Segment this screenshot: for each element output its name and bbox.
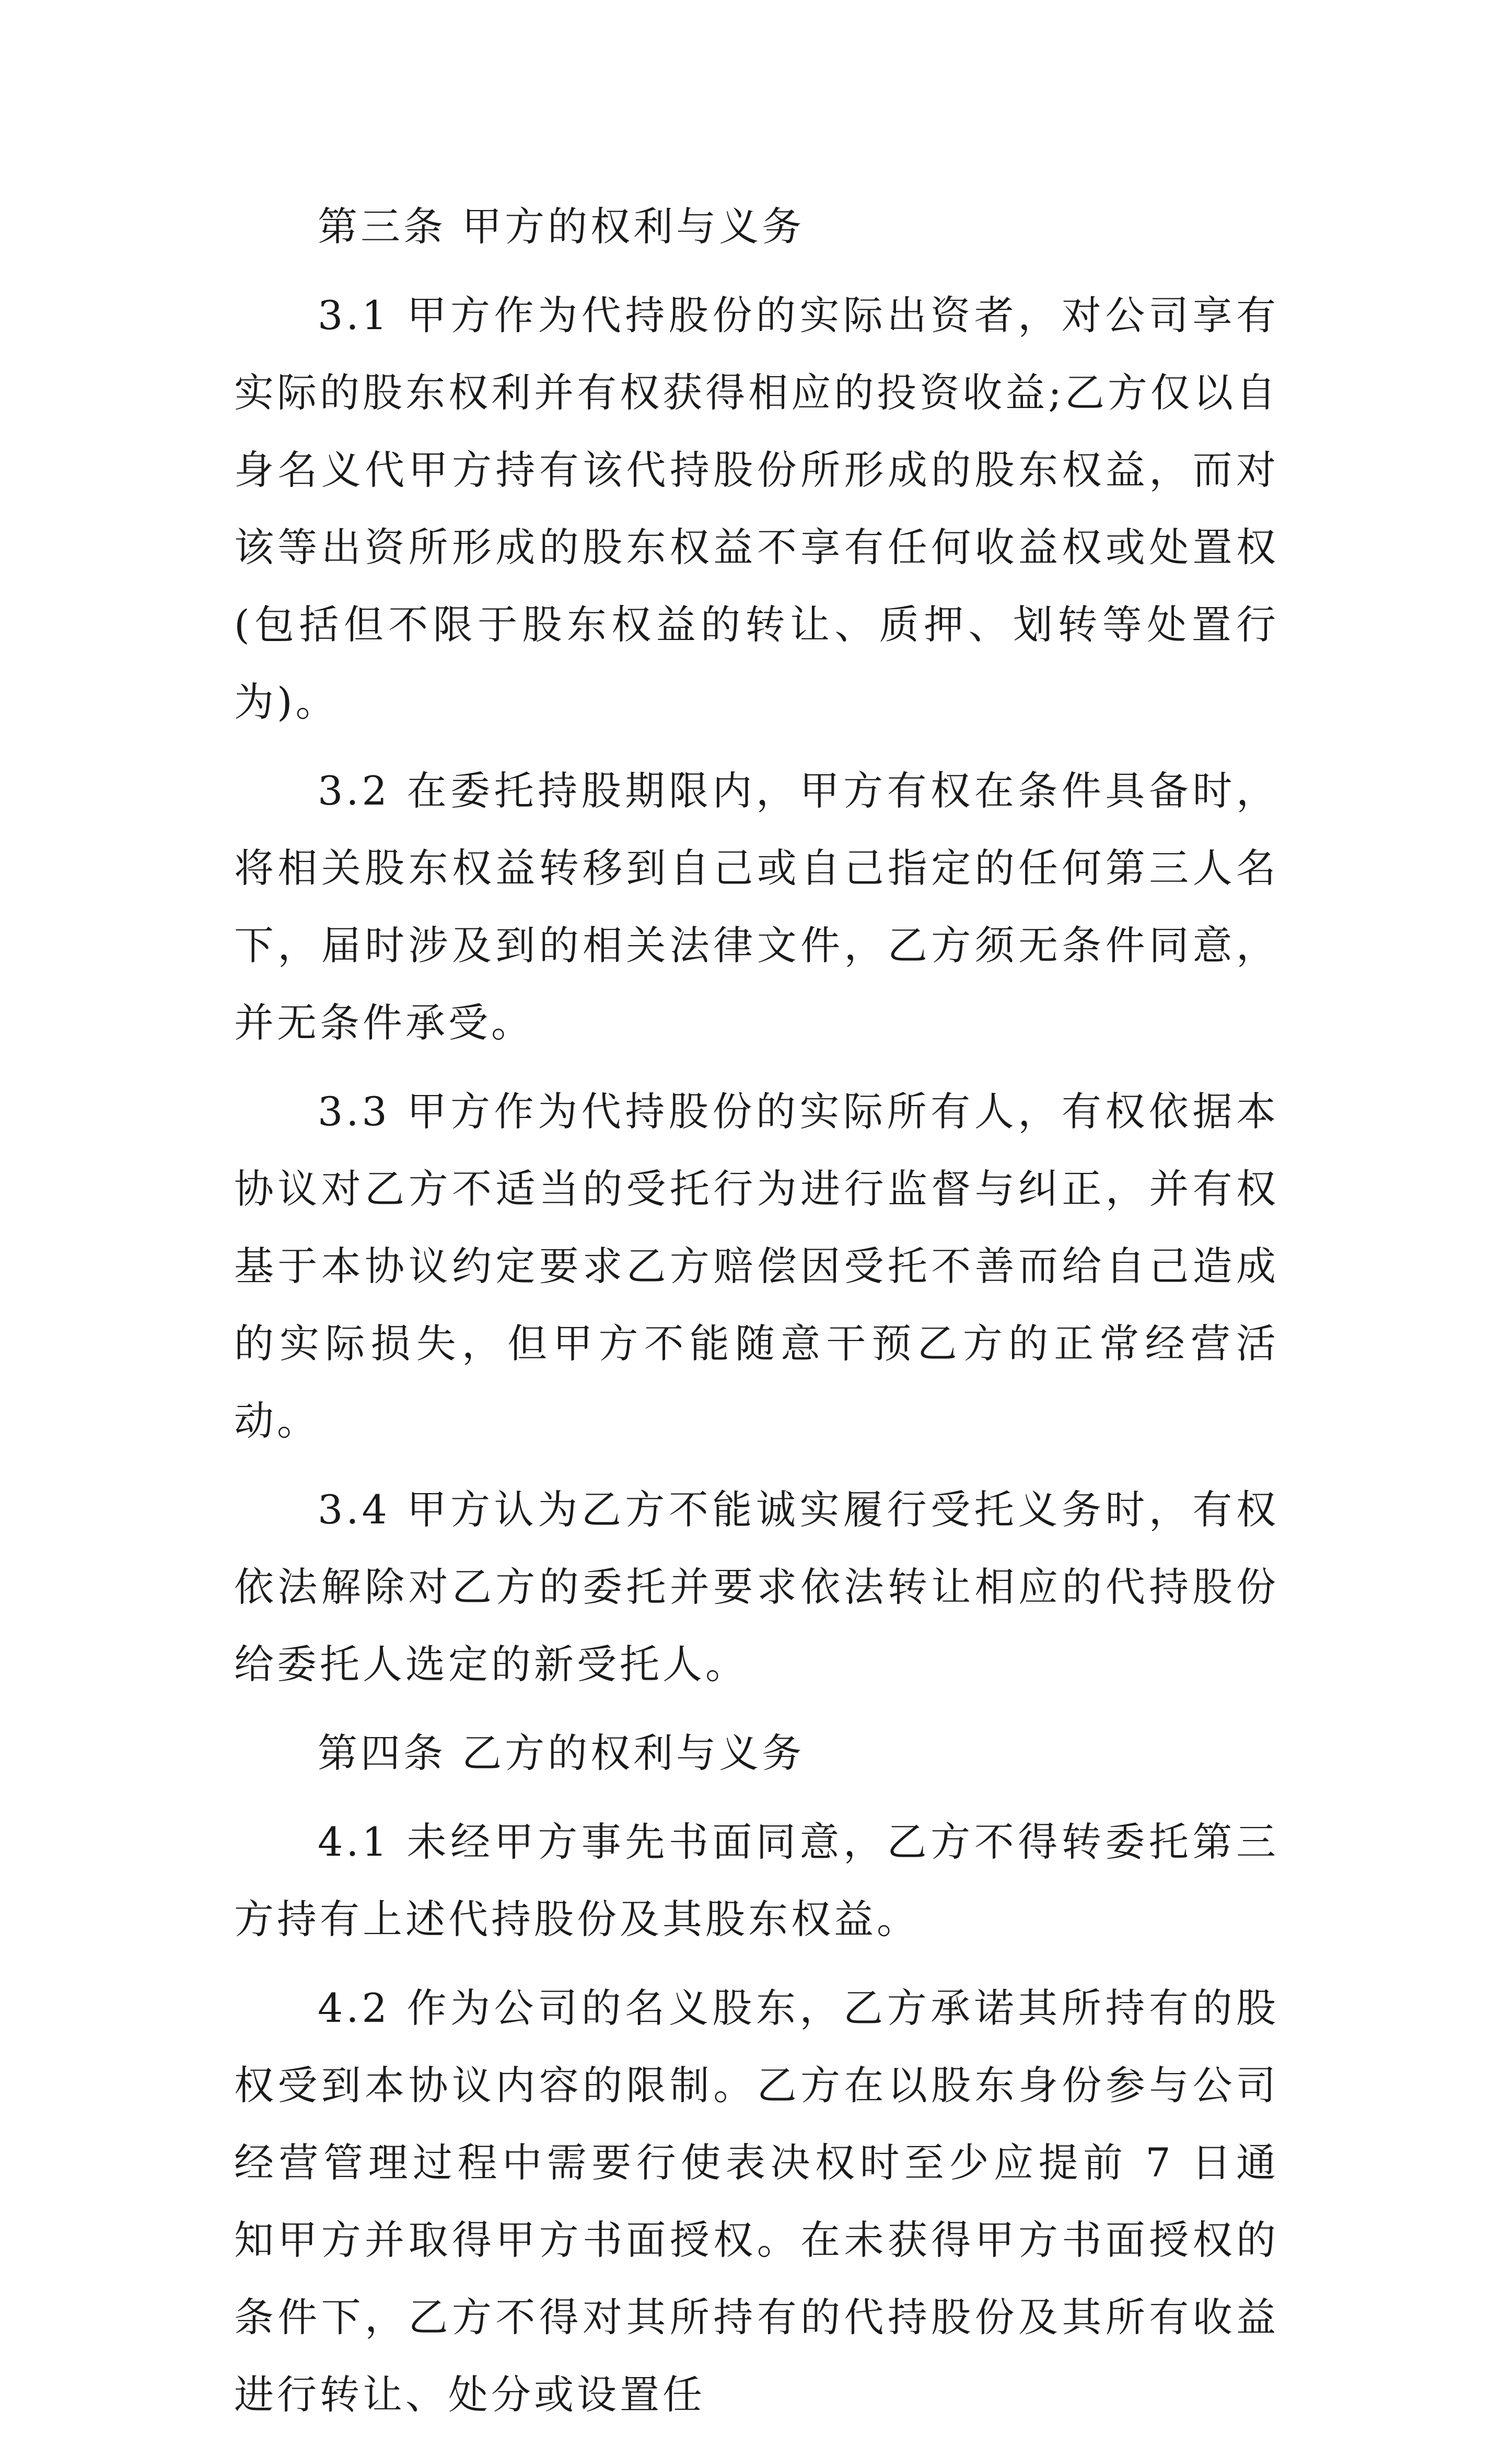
clause-3-1: 3.1 甲方作为代持股份的实际出资者，对公司享有实际的股东权利并有权获得相应的投资收益;乙方仅以自身名义代甲方持有该代持股份所形成的股东权益，而对该等出资所形成的股东权益不享有任何收益权或处置权(包括但不限于股东权益的转让、质押、划转等处置行为)。 [234, 292, 1279, 725]
clause-3-2: 3.2 在委托持股期限内，甲方有权在条件具备时，将相关股东权益转移到自己或自己指定的任何第三人名下，届时涉及到的相关法律文件，乙方须无条件同意，并无条件承受。 [234, 767, 1279, 1046]
clause-4-1: 4.1 未经甲方事先书面同意，乙方不得转委托第三方持有上述代持股份及其股东权益。 [234, 1819, 1279, 1942]
section-heading-article-3: 第三条 甲方的权利与义务 [318, 203, 805, 250]
document-body [234, 188, 1279, 2445]
clause-3-4: 3.4 甲方认为乙方不能诚实履行受托义务时，有权依法解除对乙方的委托并要求依法转让相应的代持股份给委托人选定的新受托人。 [234, 1486, 1279, 1687]
clause-4-2: 4.2 作为公司的名义股东，乙方承诺其所持有的股权受到本协议内容的限制。乙方在以股东身份参与公司经营管理过程中需要行使表决权时至少应提前 7 日通知甲方并取得甲方书面授权。在未获得甲方书面授权的条件下，乙方不得对其所持有的代持股份及其所有收益进行转让、处分或设置任 [234, 1985, 1279, 2418]
section-heading-article-4: 第四条 乙方的权利与义务 [318, 1730, 805, 1776]
clause-3-3: 3.3 甲方作为代持股份的实际所有人，有权依据本协议对乙方不适当的受托行为进行监督与纠正，并有权基于本协议约定要求乙方赔偿因受托不善而给自己造成的实际损失，但甲方不能随意干预乙方的正常经营活动。 [234, 1088, 1279, 1444]
